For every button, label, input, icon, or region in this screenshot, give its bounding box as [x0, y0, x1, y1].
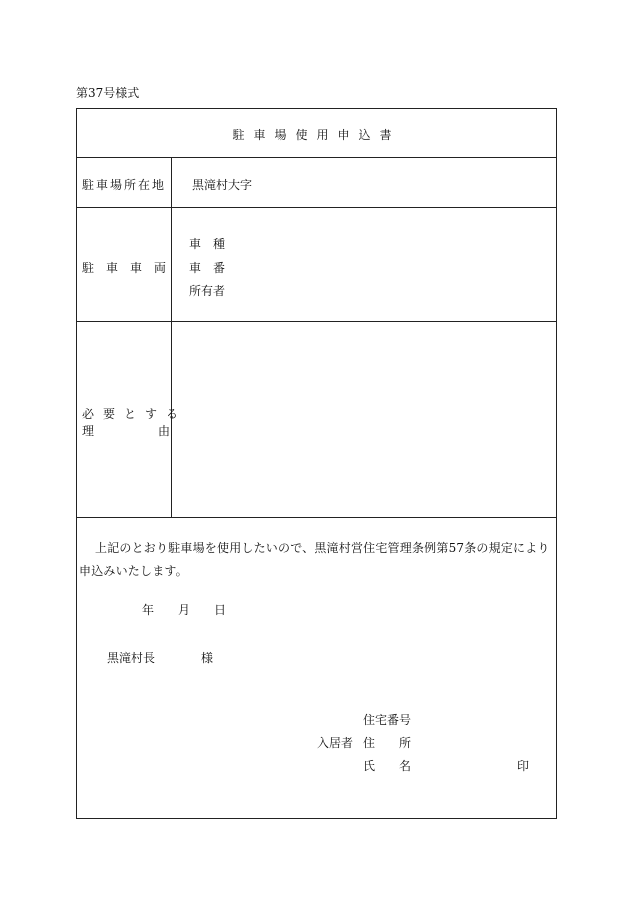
- location-label-text: 駐車場所在地: [82, 178, 167, 192]
- reason-label-line1: 必要とする: [82, 407, 188, 421]
- date-year: 年: [142, 603, 155, 617]
- name-label: 氏 名: [363, 759, 412, 773]
- form-title: 駐車場使用申込書: [232, 128, 401, 142]
- declaration-section: [77, 517, 556, 819]
- application-form: [76, 108, 557, 819]
- vehicle-label: 駐車車両: [82, 261, 179, 275]
- house-number-label: 住宅番号: [363, 713, 412, 727]
- addressee: 黒滝村長: [107, 651, 156, 665]
- location-value: 黒滝村大字: [192, 178, 253, 192]
- honorific: 様: [201, 651, 214, 665]
- reason-label-line2-text: 理由: [82, 424, 235, 438]
- row-divider-vehicle: [77, 321, 556, 322]
- seal-mark: 印: [517, 759, 530, 773]
- row-divider-title: [77, 157, 556, 158]
- reason-label-line2: [82, 422, 235, 439]
- location-label: [82, 176, 166, 193]
- vehicle-type-label: 車 種: [189, 237, 226, 251]
- label-column-divider: [171, 157, 172, 517]
- vehicle-type-row: [189, 235, 349, 252]
- vehicle-owner-label: 所有者: [189, 284, 226, 298]
- declaration-statement: 上記のとおり駐車場を使用したいので、黒滝村営住宅管理条例第57条の規定により申込みいたします。: [79, 541, 550, 578]
- address-label: 住 所: [363, 736, 412, 750]
- vehicle-number-row: [189, 259, 349, 276]
- form-number: 第37号様式: [76, 86, 140, 100]
- vehicle-owner-row: [189, 282, 349, 299]
- vehicle-number-label: 車 番: [189, 261, 226, 275]
- date-month: 月: [178, 603, 191, 617]
- applicant-role: 入居者: [317, 736, 354, 750]
- row-divider-location: [77, 207, 556, 208]
- date-day: 日: [214, 603, 227, 617]
